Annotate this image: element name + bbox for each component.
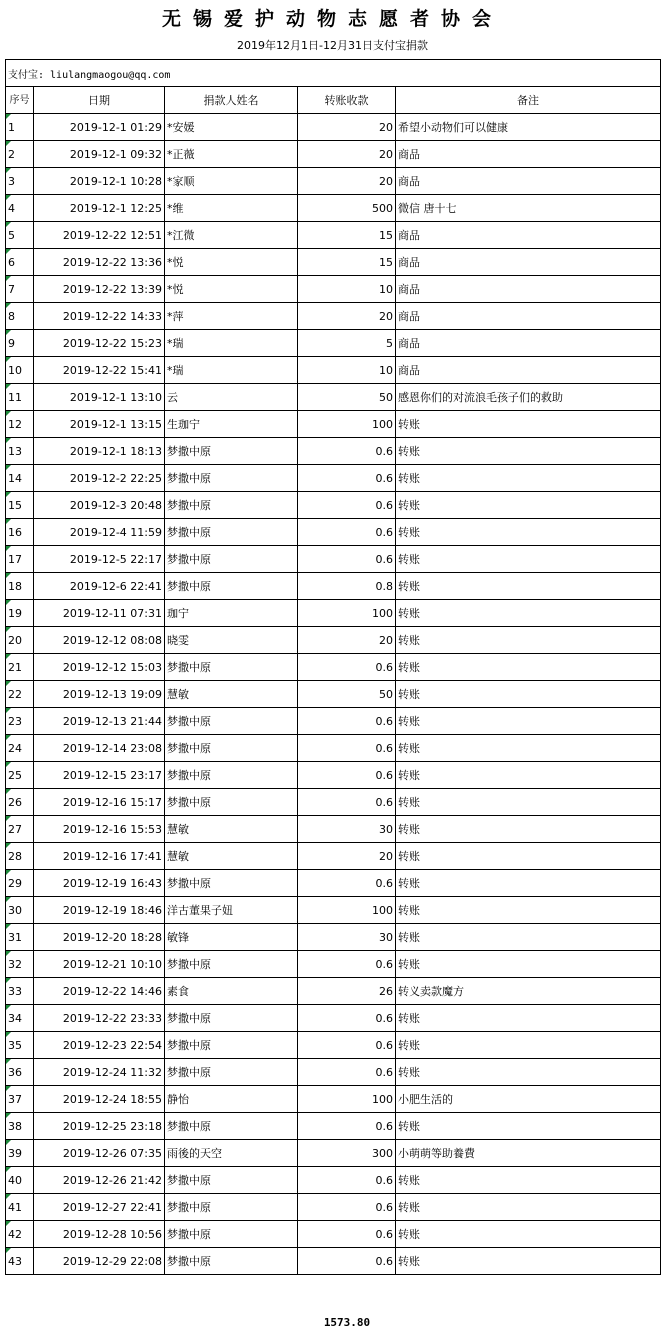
cell-note: 转账: [396, 627, 661, 654]
cell-seq: 17: [6, 546, 34, 573]
table-row: [6, 546, 661, 573]
cell-note: 转账: [396, 843, 661, 870]
cell-amount: 0.8: [298, 573, 396, 600]
cell-amount: 100: [298, 1086, 396, 1113]
cell-date: 2019-12-24 11:32: [34, 1059, 165, 1086]
cell-name: *悦: [165, 276, 298, 303]
table-row: [6, 897, 661, 924]
cell-name: 梦撒中原: [165, 492, 298, 519]
table-row: [6, 951, 661, 978]
cell-amount: 300: [298, 1140, 396, 1167]
cell-note: 商品: [396, 249, 661, 276]
table-row: [6, 627, 661, 654]
cell-date: 2019-12-27 22:41: [34, 1194, 165, 1221]
cell-name: *悦: [165, 249, 298, 276]
cell-note: 转账: [396, 573, 661, 600]
table-row: [6, 141, 661, 168]
cell-amount: 15: [298, 222, 396, 249]
cell-amount: 20: [298, 168, 396, 195]
cell-date: 2019-12-22 15:41: [34, 357, 165, 384]
cell-date: 2019-12-28 10:56: [34, 1221, 165, 1248]
table-row: [6, 1167, 661, 1194]
cell-note: 转账: [396, 411, 661, 438]
alipay-account: 支付宝: liulangmaogou@qq.com: [6, 60, 661, 87]
cell-seq: 32: [6, 951, 34, 978]
document-title: 无锡爱护动物志愿者协会: [161, 8, 503, 30]
cell-note: 转账: [396, 816, 661, 843]
cell-seq: 38: [6, 1113, 34, 1140]
table-row: [6, 924, 661, 951]
cell-note: 转账: [396, 870, 661, 897]
table-row: [6, 681, 661, 708]
cell-amount: 0.6: [298, 492, 396, 519]
table-row: [6, 1032, 661, 1059]
cell-seq: 19: [6, 600, 34, 627]
cell-note: 转账: [396, 519, 661, 546]
cell-name: 生珈宁: [165, 411, 298, 438]
cell-amount: 0.6: [298, 1113, 396, 1140]
table-row: [6, 411, 661, 438]
cell-amount: 30: [298, 924, 396, 951]
cell-amount: 0.6: [298, 1005, 396, 1032]
cell-note: 转账: [396, 1113, 661, 1140]
cell-date: 2019-12-5 22:17: [34, 546, 165, 573]
cell-name: 珈宁: [165, 600, 298, 627]
cell-seq: 41: [6, 1194, 34, 1221]
cell-amount: 10: [298, 276, 396, 303]
cell-name: 梦撒中原: [165, 762, 298, 789]
cell-note: 转账: [396, 1167, 661, 1194]
table-row: [6, 492, 661, 519]
cell-amount: 20: [298, 627, 396, 654]
cell-date: 2019-12-22 12:51: [34, 222, 165, 249]
table-row: [6, 708, 661, 735]
cell-note: 转账: [396, 546, 661, 573]
cell-note: 转账: [396, 600, 661, 627]
cell-seq: 25: [6, 762, 34, 789]
cell-name: 慧敏: [165, 843, 298, 870]
table-row: [6, 195, 661, 222]
cell-date: 2019-12-1 12:25: [34, 195, 165, 222]
cell-seq: 5: [6, 222, 34, 249]
cell-seq: 30: [6, 897, 34, 924]
cell-seq: 21: [6, 654, 34, 681]
cell-note: 转账: [396, 654, 661, 681]
table-row: [6, 654, 661, 681]
table-row: [6, 249, 661, 276]
cell-note: 转账: [396, 465, 661, 492]
cell-note: 商品: [396, 303, 661, 330]
cell-date: 2019-12-16 15:53: [34, 816, 165, 843]
cell-note: 转账: [396, 1059, 661, 1086]
table-row: [6, 384, 661, 411]
table-row: [6, 762, 661, 789]
cell-amount: 0.6: [298, 1248, 396, 1275]
table-row: [6, 1059, 661, 1086]
cell-seq: 36: [6, 1059, 34, 1086]
table-row: [6, 1113, 661, 1140]
cell-name: *瑞: [165, 330, 298, 357]
cell-seq: 8: [6, 303, 34, 330]
header-date: 日期: [34, 87, 165, 114]
cell-date: 2019-12-26 07:35: [34, 1140, 165, 1167]
cell-seq: 40: [6, 1167, 34, 1194]
cell-note: 转账: [396, 492, 661, 519]
cell-name: 梦撒中原: [165, 1005, 298, 1032]
cell-name: 梦撒中原: [165, 1194, 298, 1221]
cell-amount: 30: [298, 816, 396, 843]
cell-note: 转账: [396, 789, 661, 816]
table-row: [6, 465, 661, 492]
cell-seq: 10: [6, 357, 34, 384]
cell-note: 转账: [396, 438, 661, 465]
cell-date: 2019-12-3 20:48: [34, 492, 165, 519]
cell-seq: 3: [6, 168, 34, 195]
cell-date: 2019-12-24 18:55: [34, 1086, 165, 1113]
cell-amount: 0.6: [298, 1059, 396, 1086]
cell-amount: 0.6: [298, 1167, 396, 1194]
cell-date: 2019-12-22 13:39: [34, 276, 165, 303]
cell-seq: 34: [6, 1005, 34, 1032]
cell-seq: 18: [6, 573, 34, 600]
cell-date: 2019-12-1 13:15: [34, 411, 165, 438]
cell-note: 商品: [396, 276, 661, 303]
cell-note: 转账: [396, 1005, 661, 1032]
cell-amount: 20: [298, 843, 396, 870]
cell-name: 梦撒中原: [165, 519, 298, 546]
table-row: [6, 519, 661, 546]
cell-date: 2019-12-22 23:33: [34, 1005, 165, 1032]
cell-note: 微信 唐十七: [396, 195, 661, 222]
cell-date: 2019-12-1 01:29: [34, 114, 165, 141]
cell-date: 2019-12-16 17:41: [34, 843, 165, 870]
cell-name: *安媛: [165, 114, 298, 141]
cell-amount: 20: [298, 114, 396, 141]
cell-seq: 23: [6, 708, 34, 735]
cell-name: 梦撒中原: [165, 1032, 298, 1059]
cell-amount: 100: [298, 411, 396, 438]
cell-date: 2019-12-13 21:44: [34, 708, 165, 735]
cell-seq: 12: [6, 411, 34, 438]
table-row: [6, 330, 661, 357]
cell-date: 2019-12-20 18:28: [34, 924, 165, 951]
cell-note: 商品: [396, 330, 661, 357]
table-row: [6, 276, 661, 303]
cell-name: 晓雯: [165, 627, 298, 654]
cell-amount: 0.6: [298, 870, 396, 897]
cell-date: 2019-12-1 10:28: [34, 168, 165, 195]
cell-seq: 1: [6, 114, 34, 141]
cell-note: 转账: [396, 1221, 661, 1248]
cell-note: 转义卖款魔方: [396, 978, 661, 1005]
cell-date: 2019-12-14 23:08: [34, 735, 165, 762]
cell-name: 梦撒中原: [165, 735, 298, 762]
cell-amount: 50: [298, 681, 396, 708]
table-row: [6, 1194, 661, 1221]
header-amount: 转账收款: [298, 87, 396, 114]
cell-name: 梦撒中原: [165, 546, 298, 573]
table-row: [6, 303, 661, 330]
cell-date: 2019-12-15 23:17: [34, 762, 165, 789]
cell-note: 转账: [396, 735, 661, 762]
cell-date: 2019-12-12 15:03: [34, 654, 165, 681]
cell-date: 2019-12-22 14:33: [34, 303, 165, 330]
table-row: [6, 357, 661, 384]
cell-note: 商品: [396, 141, 661, 168]
cell-amount: 5: [298, 330, 396, 357]
cell-note: 感恩你们的对流浪毛孩子们的救助: [396, 384, 661, 411]
cell-name: 梦撒中原: [165, 1059, 298, 1086]
cell-seq: 6: [6, 249, 34, 276]
cell-amount: 0.6: [298, 708, 396, 735]
cell-amount: 15: [298, 249, 396, 276]
table-row: [6, 1248, 661, 1275]
cell-seq: 4: [6, 195, 34, 222]
cell-amount: 20: [298, 141, 396, 168]
cell-note: 转账: [396, 708, 661, 735]
cell-name: 梦撒中原: [165, 1167, 298, 1194]
cell-seq: 7: [6, 276, 34, 303]
table-row: [6, 735, 661, 762]
cell-name: 敏锋: [165, 924, 298, 951]
header-name: 捐款人姓名: [165, 87, 298, 114]
table-row: [6, 600, 661, 627]
cell-name: *萍: [165, 303, 298, 330]
cell-name: *正薇: [165, 141, 298, 168]
cell-seq: 11: [6, 384, 34, 411]
cell-name: *江微: [165, 222, 298, 249]
cell-name: 梦撒中原: [165, 654, 298, 681]
cell-seq: 20: [6, 627, 34, 654]
cell-name: 素食: [165, 978, 298, 1005]
cell-seq: 9: [6, 330, 34, 357]
cell-date: 2019-12-26 21:42: [34, 1167, 165, 1194]
cell-seq: 37: [6, 1086, 34, 1113]
cell-name: 慧敏: [165, 816, 298, 843]
cell-date: 2019-12-25 23:18: [34, 1113, 165, 1140]
cell-amount: 100: [298, 600, 396, 627]
cell-seq: 27: [6, 816, 34, 843]
cell-note: 转账: [396, 681, 661, 708]
cell-name: 梦撒中原: [165, 465, 298, 492]
cell-name: 梦撒中原: [165, 573, 298, 600]
cell-seq: 2: [6, 141, 34, 168]
table-row: [6, 114, 661, 141]
table-row: [6, 1086, 661, 1113]
cell-seq: 31: [6, 924, 34, 951]
cell-name: 梦撒中原: [165, 1248, 298, 1275]
cell-note: 希望小动物们可以健康: [396, 114, 661, 141]
cell-amount: 0.6: [298, 438, 396, 465]
cell-note: 转账: [396, 951, 661, 978]
table-row: [6, 222, 661, 249]
cell-note: 商品: [396, 222, 661, 249]
cell-seq: 26: [6, 789, 34, 816]
cell-amount: 0.6: [298, 735, 396, 762]
cell-date: 2019-12-19 16:43: [34, 870, 165, 897]
cell-name: 慧敏: [165, 681, 298, 708]
table-row: [6, 573, 661, 600]
cell-date: 2019-12-19 18:46: [34, 897, 165, 924]
cell-name: *瑞: [165, 357, 298, 384]
cell-note: 商品: [396, 357, 661, 384]
cell-name: 梦撒中原: [165, 438, 298, 465]
cell-name: 静怡: [165, 1086, 298, 1113]
cell-seq: 24: [6, 735, 34, 762]
cell-amount: 500: [298, 195, 396, 222]
cell-amount: 0.6: [298, 951, 396, 978]
cell-name: 梦撒中原: [165, 708, 298, 735]
cell-name: 梦撒中原: [165, 1221, 298, 1248]
total-amount: 1573.80: [323, 1316, 371, 1329]
cell-date: 2019-12-11 07:31: [34, 600, 165, 627]
cell-name: 梦撒中原: [165, 789, 298, 816]
cell-note: 小肥生活的: [396, 1086, 661, 1113]
cell-name: 雨後的天空: [165, 1140, 298, 1167]
cell-name: 云: [165, 384, 298, 411]
header-note: 备注: [396, 87, 661, 114]
header-row: [6, 87, 661, 114]
cell-date: 2019-12-1 09:32: [34, 141, 165, 168]
cell-amount: 0.6: [298, 1032, 396, 1059]
table-row: [6, 870, 661, 897]
table-row: [6, 1221, 661, 1248]
cell-amount: 0.6: [298, 762, 396, 789]
cell-amount: 26: [298, 978, 396, 1005]
cell-seq: 14: [6, 465, 34, 492]
cell-name: 梦撒中原: [165, 1113, 298, 1140]
cell-note: 转账: [396, 924, 661, 951]
cell-amount: 0.6: [298, 1194, 396, 1221]
cell-date: 2019-12-6 22:41: [34, 573, 165, 600]
cell-date: 2019-12-22 14:46: [34, 978, 165, 1005]
cell-note: 转账: [396, 762, 661, 789]
cell-date: 2019-12-22 13:36: [34, 249, 165, 276]
cell-seq: 13: [6, 438, 34, 465]
cell-name: 梦撒中原: [165, 951, 298, 978]
cell-date: 2019-12-1 18:13: [34, 438, 165, 465]
table-row: [6, 1005, 661, 1032]
cell-note: 小萌萌等助養費: [396, 1140, 661, 1167]
cell-amount: 50: [298, 384, 396, 411]
cell-date: 2019-12-12 08:08: [34, 627, 165, 654]
account-row: [6, 60, 661, 87]
cell-seq: 39: [6, 1140, 34, 1167]
document-subtitle: 2019年12月1日-12月31日支付宝捐款: [237, 39, 428, 52]
cell-seq: 43: [6, 1248, 34, 1275]
cell-name: 洋古董果子妞: [165, 897, 298, 924]
table-row: [6, 978, 661, 1005]
cell-seq: 29: [6, 870, 34, 897]
cell-seq: 42: [6, 1221, 34, 1248]
cell-date: 2019-12-23 22:54: [34, 1032, 165, 1059]
cell-amount: 10: [298, 357, 396, 384]
cell-seq: 15: [6, 492, 34, 519]
cell-name: 梦撒中原: [165, 870, 298, 897]
table-row: [6, 438, 661, 465]
cell-date: 2019-12-16 15:17: [34, 789, 165, 816]
cell-date: 2019-12-29 22:08: [34, 1248, 165, 1275]
cell-date: 2019-12-4 11:59: [34, 519, 165, 546]
header-seq: 序号: [6, 87, 34, 114]
table-row: [6, 816, 661, 843]
cell-seq: 22: [6, 681, 34, 708]
cell-name: *家顺: [165, 168, 298, 195]
cell-seq: 16: [6, 519, 34, 546]
cell-date: 2019-12-21 10:10: [34, 951, 165, 978]
table-row: [6, 843, 661, 870]
cell-date: 2019-12-13 19:09: [34, 681, 165, 708]
table-row: [6, 789, 661, 816]
cell-note: 商品: [396, 168, 661, 195]
cell-note: 转账: [396, 1248, 661, 1275]
cell-date: 2019-12-2 22:25: [34, 465, 165, 492]
cell-seq: 28: [6, 843, 34, 870]
cell-note: 转账: [396, 1032, 661, 1059]
cell-amount: 0.6: [298, 1221, 396, 1248]
cell-amount: 100: [298, 897, 396, 924]
cell-amount: 0.6: [298, 465, 396, 492]
cell-date: 2019-12-1 13:10: [34, 384, 165, 411]
cell-name: *维: [165, 195, 298, 222]
cell-date: 2019-12-22 15:23: [34, 330, 165, 357]
cell-seq: 33: [6, 978, 34, 1005]
cell-note: 转账: [396, 897, 661, 924]
cell-amount: 0.6: [298, 546, 396, 573]
cell-seq: 35: [6, 1032, 34, 1059]
donation-table: [5, 59, 661, 1275]
cell-amount: 0.6: [298, 519, 396, 546]
table-row: [6, 1140, 661, 1167]
cell-amount: 0.6: [298, 789, 396, 816]
cell-amount: 20: [298, 303, 396, 330]
table-row: [6, 168, 661, 195]
cell-amount: 0.6: [298, 654, 396, 681]
cell-note: 转账: [396, 1194, 661, 1221]
